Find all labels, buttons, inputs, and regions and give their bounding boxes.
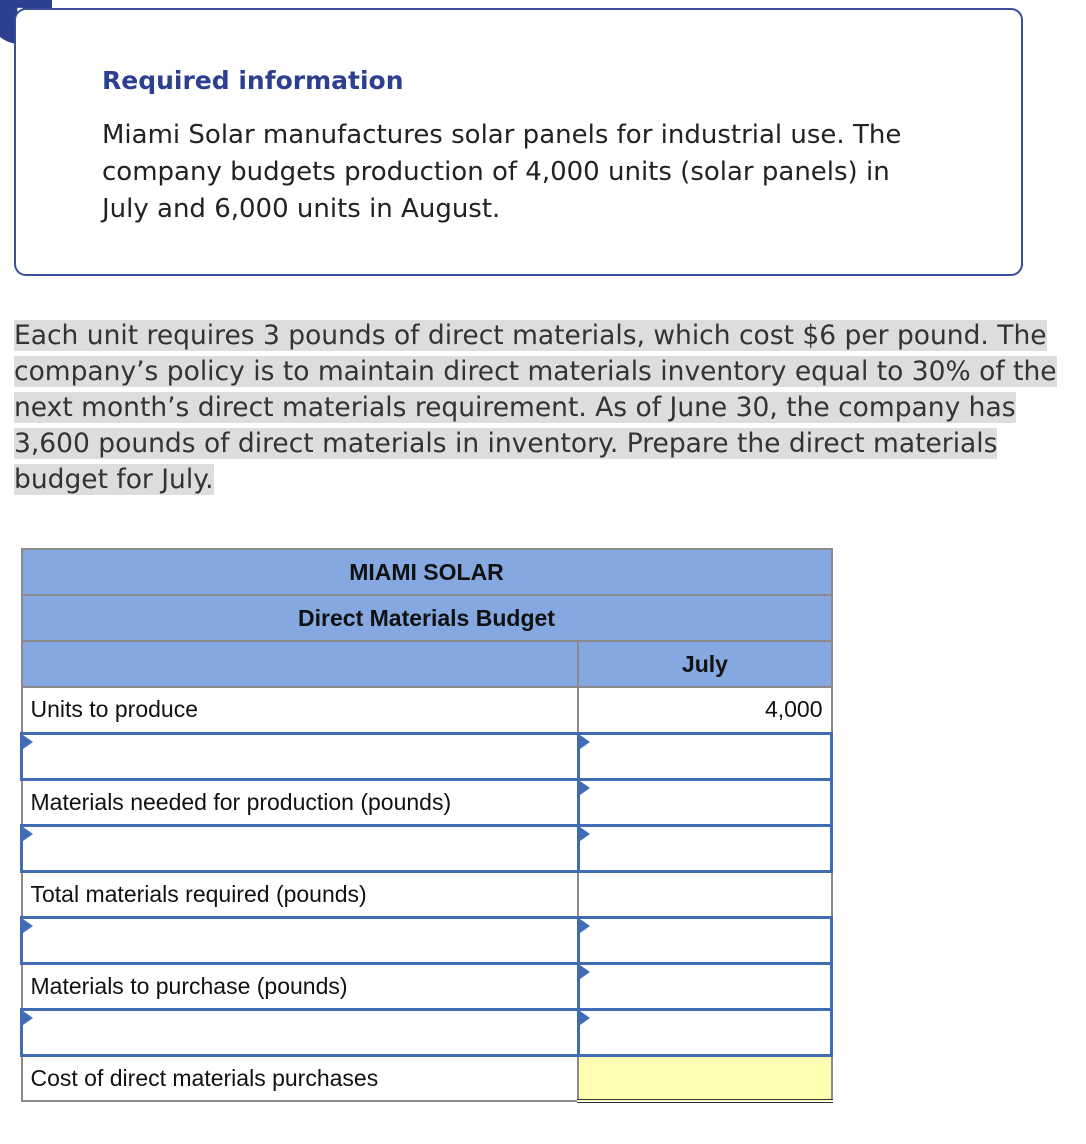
row-label-dropdown[interactable] bbox=[22, 733, 579, 779]
info-title: Required information bbox=[102, 66, 404, 95]
company-header-row bbox=[22, 549, 832, 595]
question-body: Each unit requires 3 pounds of direct materials, which cost $6 per pound. The company’s policy is to maintain direct materials inventory equal to 30% of the next month’s direct materials requirement. As of June 30, the company has 3,600 pounds of direct materials in inventory. Prepare the direct materials budget for July. bbox=[14, 320, 1057, 495]
table-row bbox=[22, 1009, 832, 1055]
label-input[interactable] bbox=[23, 735, 577, 778]
row-value-cell[interactable] bbox=[578, 733, 831, 779]
row-label-dropdown[interactable] bbox=[22, 825, 579, 871]
row-label-units-to-produce: Units to produce bbox=[22, 687, 579, 733]
row-label-materials-to-purchase: Materials to purchase (pounds) bbox=[22, 963, 579, 1009]
value-input[interactable] bbox=[580, 965, 830, 1008]
label-input[interactable] bbox=[23, 827, 577, 870]
info-body: Miami Solar manufactures solar panels for industrial use. The company budgets production of 4,000 units (solar panels) in July and 6,000 units in August. bbox=[102, 120, 902, 224]
title-header-row bbox=[22, 595, 832, 641]
table-row bbox=[22, 963, 832, 1009]
table-row bbox=[22, 871, 832, 917]
row-label-dropdown[interactable] bbox=[22, 917, 579, 963]
question-text bbox=[14, 318, 1084, 498]
value-input[interactable] bbox=[580, 781, 830, 824]
table-row bbox=[22, 687, 832, 733]
label-input[interactable] bbox=[23, 919, 577, 962]
blank-header-cell bbox=[22, 641, 579, 687]
budget-title: Direct Materials Budget bbox=[22, 595, 832, 641]
row-value-cell[interactable] bbox=[578, 825, 831, 871]
row-label-total-materials: Total materials required (pounds) bbox=[22, 871, 579, 917]
company-name: MIAMI SOLAR bbox=[22, 549, 832, 595]
row-value-total-materials bbox=[578, 871, 831, 917]
row-label-cost-of-purchases: Cost of direct materials purchases bbox=[22, 1055, 579, 1101]
table-row bbox=[22, 779, 832, 825]
table-row bbox=[22, 733, 832, 779]
value-input[interactable] bbox=[580, 919, 830, 962]
row-value-cell[interactable] bbox=[578, 1009, 831, 1055]
direct-materials-budget-table bbox=[20, 548, 833, 1103]
row-value-cell[interactable] bbox=[578, 917, 831, 963]
row-value-units-to-produce: 4,000 bbox=[578, 687, 831, 733]
table-row bbox=[22, 1055, 832, 1101]
value-input[interactable] bbox=[580, 735, 830, 778]
value-input[interactable] bbox=[580, 1011, 830, 1054]
required-information-box bbox=[14, 8, 1023, 276]
label-input[interactable] bbox=[23, 1011, 577, 1054]
table-row bbox=[22, 825, 832, 871]
value-input[interactable] bbox=[580, 827, 830, 870]
table-row bbox=[22, 917, 832, 963]
row-value-materials-to-purchase[interactable] bbox=[578, 963, 831, 1009]
july-column-header: July bbox=[578, 641, 831, 687]
row-value-cost-of-purchases bbox=[578, 1055, 831, 1101]
row-label-materials-needed: Materials needed for production (pounds) bbox=[22, 779, 579, 825]
row-value-materials-needed[interactable] bbox=[578, 779, 831, 825]
column-header-row bbox=[22, 641, 832, 687]
row-label-dropdown[interactable] bbox=[22, 1009, 579, 1055]
